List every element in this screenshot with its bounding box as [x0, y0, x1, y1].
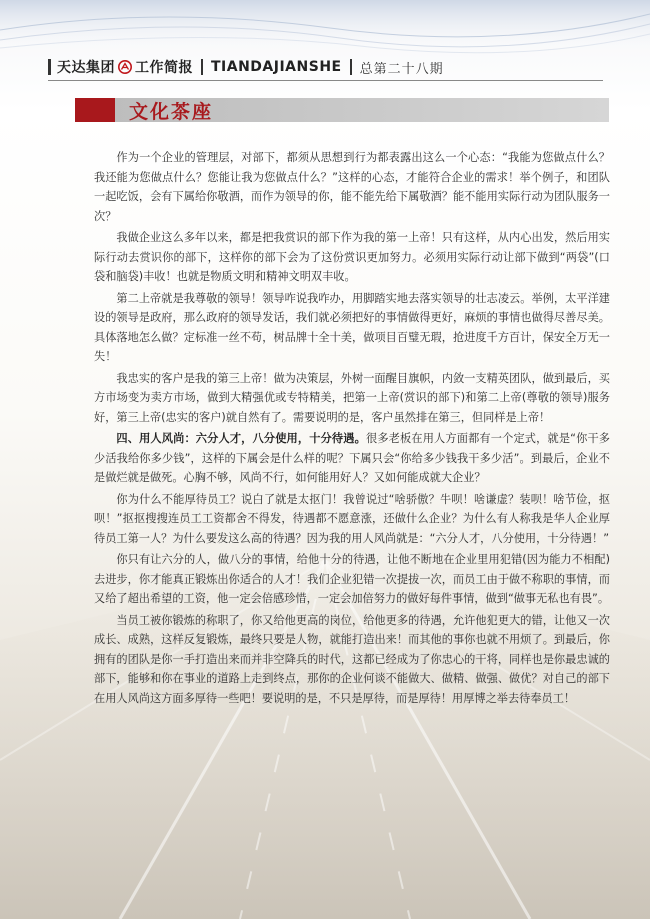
- paragraph-text: 当员工被你锻炼的称职了，你又给他更高的岗位，给他更多的待遇，允许他犯更大的错，让他又一次成长、成熟，这样反复锻炼，最终只要是人物，就能打造出来！而其他的事你也就不用烦了。到最后，你拥有的团队是你一手打造出来而并非空降兵的时代，这都已经成为了你忠心的干将，同样也是你最忠诚的部下，能够和你在事业的道路上走到终点，那你的企业何谈不能做大、做精、做强、做优？对自己的部下在用人风尚这方面多厚待一些吧！要说明的是，不只是厚待，而是厚待！用厚博之举去待奉员工！: [94, 613, 610, 705]
- header-divider: [48, 59, 51, 75]
- paragraph: [94, 611, 610, 709]
- paragraph-text: 我做企业这么多年以来，都是把我赏识的部下作为我的第一上帝！只有这样，从内心出发，然后用实际行动去赏识你的部下，这样你的部下会为了这份赏识更加努力。必须用实际行动让部下做到“两袋”(口袋和脑袋)丰收！也就是物质文明和精神文明双丰收。: [94, 231, 610, 283]
- paragraph: [94, 429, 610, 488]
- section-accent: [75, 98, 115, 122]
- brand-name: 天达集团: [57, 60, 115, 76]
- paragraph-text: 第二上帝就是我尊敬的领导！领导咋说我咋办，用脚踏实地去落实领导的壮志凌云。举例，太平洋建设的领导是政府，那么政府的领导发话，我们就必须把好的事情做得更好，麻烦的事情也做得尽善尽美。具体落地怎么做？定标准一丝不苟，树品牌十全十美，做项目百璧无瑕，抢进度千方百计，保安全万无一失！: [94, 291, 610, 363]
- issue-number: 总第二十八期: [359, 61, 444, 77]
- paragraph: [94, 228, 610, 287]
- paragraph-text: 我忠实的客户是我的第三上帝！做为决策层，外树一面醒目旗帜，内敛一支精英团队，做到最后，买方市场变为卖方市场，做到大精强优或专特精美，把第一上帝(赏识的部下)和第二上帝(尊敬的领导)服务好，第三上帝(忠实的客户)就自然有了。需要说明的是，客户虽然排在第三，但同样是上帝！: [94, 371, 610, 424]
- header-brand: [57, 57, 193, 77]
- newsletter-name: 工作简报: [135, 60, 193, 76]
- paragraph-text: 你为什么不能厚待员工？说白了就是太抠门！我曾说过“啥骄傲？牛呗！啥谦虚？装呗！啥节俭，抠呗！”抠抠搜搜连员工工资都舍不得发，待遇都不愿意涨，还做什么企业？为什么有人称我是华人企业厚待员工第一人？为什么要发这么高的待遇？因为我的用人风尚就是：“六分人才，八分使用，十分待遇！”: [94, 492, 610, 545]
- paragraph-text: 你只有让六分的人，做八分的事情，给他十分的待遇，让他不断地在企业里用犯错(因为能力不相配)去进步，你才能真正锻炼出你适合的人才！我们企业犯错一次提拔一次，而员工由于做不称职的事情，而又给了超出希望的工资，他一定会倍感珍惜，一定会加倍努力的做好每件事情，做到“做事无私也有畏”。: [94, 553, 610, 605]
- header-english-name: TIANDAJIANSHE: [211, 59, 342, 75]
- page-header: [0, 56, 650, 78]
- paragraph-text: 很多老板在用人方面都有一个定式，就是“你干多少活我给你多少钱”，这样的下属会是什么样的呢？下属只会“你给多少钱我干多少活”。到最后，企业不是做烂就是做死。心胸不够，风尚不行，如何能用好人？又如何能成就大企业？: [94, 432, 610, 484]
- section-banner: [75, 98, 609, 122]
- paragraph: [94, 289, 610, 367]
- paragraph: [94, 490, 610, 549]
- section-title: 文化茶座: [129, 100, 214, 123]
- paragraph: [94, 369, 610, 428]
- header-divider: [201, 59, 203, 75]
- header-divider: [350, 59, 352, 75]
- company-logo-icon: [118, 60, 132, 74]
- paragraph-heading: 四、用人风尚：六分人才，八分使用，十分待遇。: [116, 432, 366, 445]
- paragraph: [94, 550, 610, 609]
- header-rule: [48, 80, 603, 81]
- paragraph: [94, 148, 610, 226]
- section-bar: [115, 98, 609, 122]
- paragraph-text: 作为一个企业的管理层，对部下，都须从思想到行为都表露出这么一个心态：“我能为您做点什么？我还能为您做点什么？您能让我为您做点什么？”这样的心态，才能符合企业的需求！举个例子，和团队一起吃饭，会有下属给你敬酒，而作为领导的你，能不能先给下属敬酒？能不能用实际行动为团队服务一次？: [94, 151, 610, 223]
- article-body: [94, 148, 610, 710]
